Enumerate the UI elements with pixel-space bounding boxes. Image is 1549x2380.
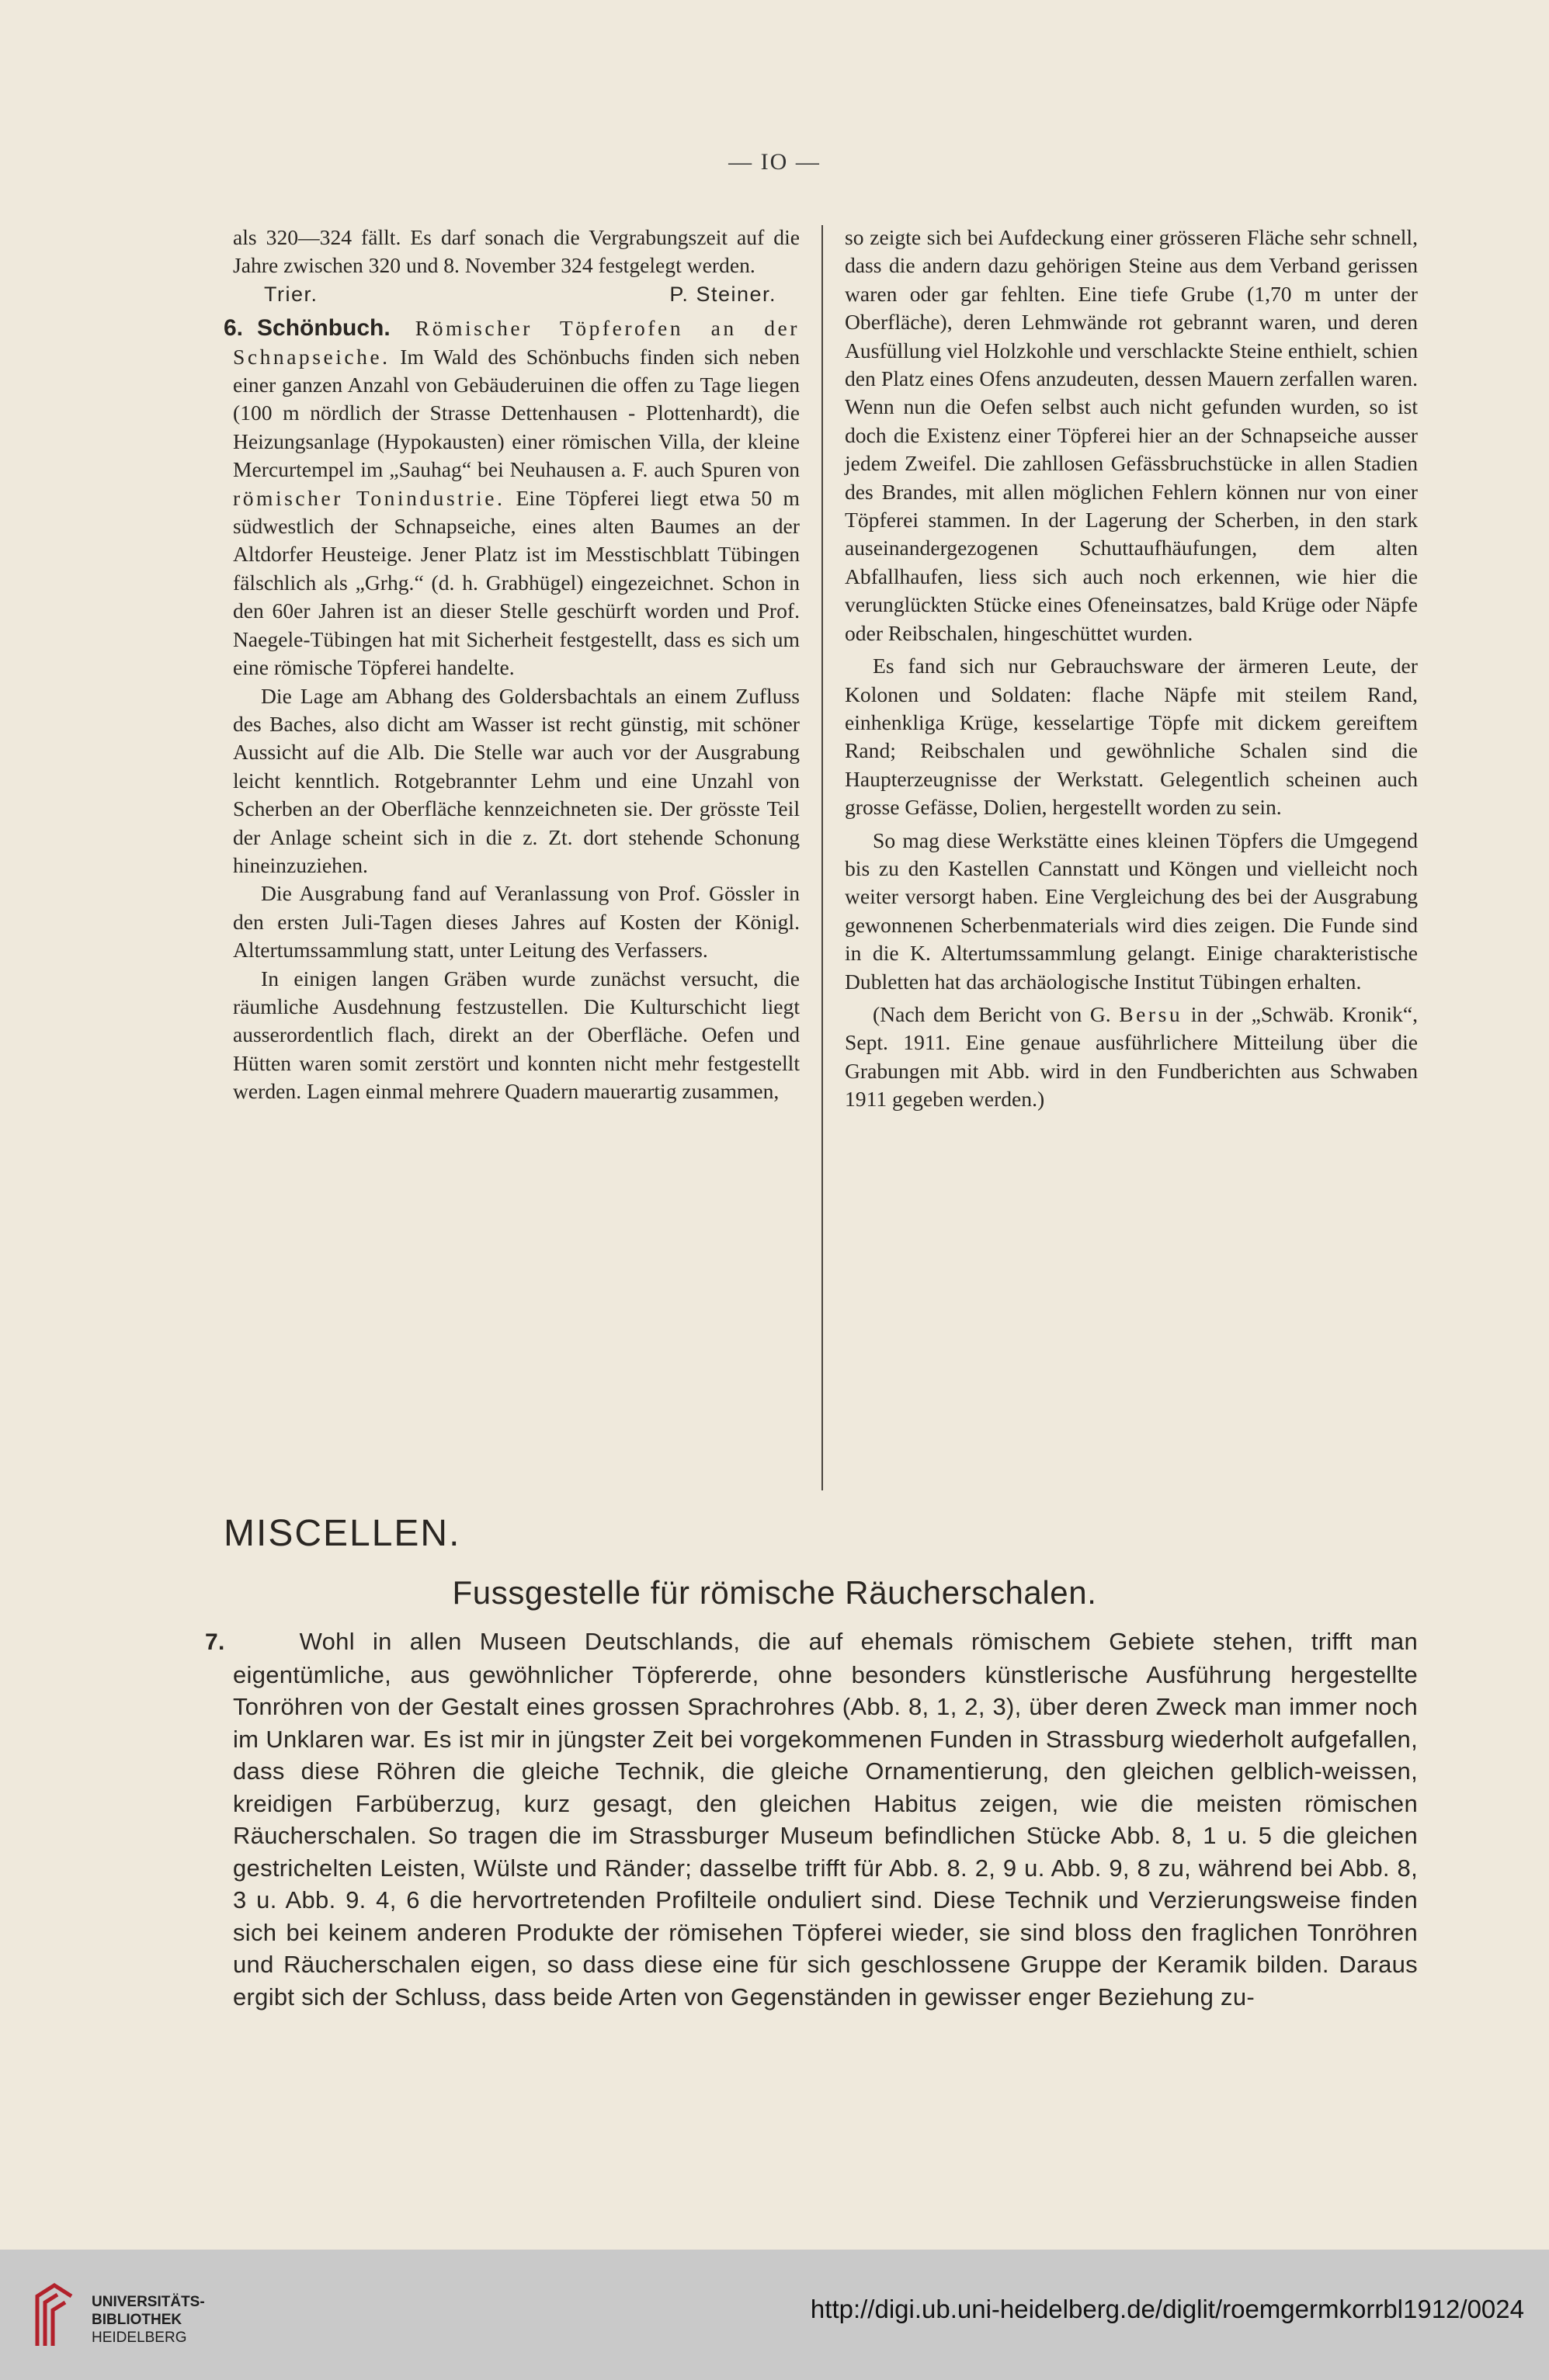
left-para-3: Die Lage am Abhang des Goldersbachtals an einem Zufluss des Baches, also dicht am Wasser ist recht günstig, mit schöner Aussicht auf die Alb. Die Stelle war auch vor der Ausgrabung leicht kenntlich. Rotgebrannter Lehm und eine Unzahl von Scherben an der Oberfläche kennzeichneten sie. Der grösste Teil der Anlage scheint sich in die z. Zt. dort stehende Schonung hineinzuziehen. (233, 683, 800, 877)
right-column (845, 224, 1418, 1114)
signature-name: P. Steiner. (669, 282, 776, 306)
entry-6-headword: Schönbuch. (257, 315, 391, 342)
library-name-line-2: BIBLIOTHEK (92, 2312, 182, 2328)
footer-bar (0, 2250, 1549, 2380)
entry-6-text-1: Im Wald des Schönbuchs finden sich neben einer ganzen Anzahl von Gebäuderuinen die offen zu Tage liegen (100 m nördlich der Strasse Dettenhausen - Plottenhardt), die Heizungsanlage (Hypokausten) einer römischen Villa, der kleine Mercurtempel im „Sauhag“ bei Neuhausen a. F. auch Spuren von (233, 344, 801, 482)
library-logo-icon[interactable] (31, 2281, 78, 2351)
entry-6-spaced-phrase: römischer Tonindustrie. (233, 485, 505, 510)
entry-6 (224, 314, 801, 682)
miscellen-title: MISCELLEN. (224, 1513, 461, 1554)
left-para-5: In einigen langen Gräben wurde zunächst versucht, die räumliche Ausdehnung festzustellen. Die Kulturschicht liegt ausserordentlich flach, direkt an der Oberfläche. Oefen und Hütten waren somit zerstört und konnten nicht mehr festgestellt werden. Lagen einmal mehrere Quadern mauerartig zusammen, (233, 966, 800, 1104)
left-para-1: als 320—324 fällt. Es darf sonach die Vergrabungszeit auf die Jahre zwischen 320 und 8. November 324 festgelegt werden. (233, 225, 800, 278)
signature-place: Trier. (264, 282, 318, 306)
entry-7-text: Wohl in allen Museen Deutschlands, die auf ehemals römischem Gebiete stehen, trifft man eigentümliche, aus gewöhnlicher Töpfererde, ohne besonders künstlerische Ausführung hergestellte Tonröhren von der Gestalt eines grossen Sprachrohres (Abb. 8, 1, 2, 3), über deren Zweck man immer noch im Unklaren war. Es ist mir in jüngster Zeit bei vorgekommenen Funden in Strassburg wiederholt aufgefallen, dass diese Röhren die gleiche Technik, die gleiche Ornamentierung, den gleichen gelblich-weissen, kreidigen Farbüberzug, kurz gesagt, den gleichen Habitus zeigen, wie die meisten römischen Räucherschalen. So tragen die im Strassburger Museum befindlichen Stücke Abb. 8, 1 u. 5 die gleichen gestrichelten Leisten, Wülste und Ränder; dasselbe trifft für Abb. 8. 2, 9 u. Abb. 9, 8 zu, während bei Abb. 8, 3 u. Abb. 9. 4, 6 die hervortretenden Profilteile onduliert sind. Diese Technik und Verzierungsweise finden sich bei keinem anderen Produkte der römisehen Töpferei wieder, sie sind bloss den fraglichen Tonröhren und Räucherschalen eigen, so dass diese eine für sich geschlossene Gruppe der Keramik bilden. Daraus ergibt sich der Schluss, dass beide Arten von Gegenständen in gewisser enger Beziehung zu- (233, 1628, 1418, 2011)
page-number: — IO — (728, 149, 821, 175)
left-column (224, 224, 801, 1106)
entry-6-subtitle: Römischer Töpferofen an der Schnapseiche. (233, 316, 800, 369)
right-para-2: Es fand sich nur Gebrauchsware der ärmeren Leute, der Kolonen und Soldaten: flache Näpfe mit steilem Rand, einhenkliga Krüge, kesselartige Töpfe mit dickem gereiftem Rand; Reibschalen und gewöhnliche Schalen sind die Haupterzeugnisse der Werkstatt. Gelegentlich scheinen auch grosse Gefässe, Dolien, hergestellt worden zu sein. (845, 654, 1418, 820)
library-name-line-1: UNIVERSITÄTS- (92, 2294, 205, 2310)
right-para-4-b: in der „Schwäb. Kronik“, Sept. 1911. Eine genaue ausführlichere Mitteilung über die Grabungen mit Abb. wird in den Fundberichten aus Schwaben 1911 gegeben werden.) (845, 1001, 1418, 1112)
left-para-4: Die Ausgrabung fand auf Veranlassung von Prof. Gössler in den ersten Juli-Tagen dieses Jahres auf Kosten der Königl. Altertumssammlung statt, unter Leitung des Verfassers. (233, 881, 800, 963)
entry-6-number: 6. (224, 315, 244, 342)
column-divider (821, 225, 823, 1490)
entry-7 (205, 1625, 1418, 2013)
library-name (92, 2293, 205, 2347)
entry-6-text-2: Eine Töpferei liegt etwa 50 m südwestlich der Schnapseiche, eines alten Baumes an der Altdorfer Heusteige. Jener Platz ist im Messtischblatt Tübingen fälschlich als „Grhg.“ (d. h. Grabhügel) eingezeichnet. Schon in den 60er Jahren ist an dieser Stelle geschürft worden und Prof. Naegele-Tübingen hat mit Sicherheit festgestellt, dass es sich um eine römische Töpferei handelte. (233, 485, 800, 680)
right-para-1: so zeigte sich bei Aufdeckung einer grösseren Fläche sehr schnell, dass die andern dazu gehörigen Steine aus dem Verband gerissen waren oder gar fehlten. Eine tiefe Grube (1,70 m unter der Oberfläche), deren Lehmwände rot gebrannt waren, und deren Ausfüllung viel Holzkohle und verschlackte Steine enthielt, schien den Platz eines Ofens anzudeuten, dessen Mauern zerfallen waren. Wenn nun die Oefen selbst auch nicht gefunden wurden, so ist doch die Existenz einer Töpferei hier an der Schnapseiche ausser jedem Zweifel. Die zahllosen Gefässbruchstücke in allen Stadien des Brandes, mit allen möglichen Fehlern können nur von einer Töpferei stammen. In der Lagerung der Scherben, in den stark auseinandergezogenen Schuttaufhäufungen, dem alten Abfallhaufen, liess sich auch noch erkennen, wie hier die verunglückten Stücke eines Ofeneinsatzes, bald Krüge oder Näpfe oder Reibschalen, hingeschüttet wurden. (845, 225, 1418, 645)
source-url-link[interactable]: http://digi.ub.uni-heidelberg.de/diglit/roemgermkorrbl1912/0024 (810, 2295, 1524, 2323)
entry-7-number: 7. (205, 1629, 225, 1655)
right-para-3: So mag diese Werkstätte eines kleinen Töpfers die Umgegend bis zu den Kastellen Cannstatt und Köngen und vielleicht noch weiter versorgt haben. Eine Vergleichung des bei der Ausgrabung gewonnenen Scherbenmaterials wird dies zeigen. Die Funde sind in die K. Altertumssammlung gelangt. Einige charakteristische Dubletten hat das archäologische Institut Tübingen erhalten. (845, 827, 1418, 994)
right-para-4-a: (Nach dem Bericht von G. (873, 1001, 1111, 1026)
section-heading: Fussgestelle für römische Räucherschalen. (452, 1574, 1097, 1611)
library-name-line-3: HEIDELBERG (92, 2330, 187, 2346)
author-bersu: Bersu (1119, 1001, 1183, 1026)
right-para-4 (845, 1001, 1418, 1114)
signature-line (233, 280, 800, 308)
